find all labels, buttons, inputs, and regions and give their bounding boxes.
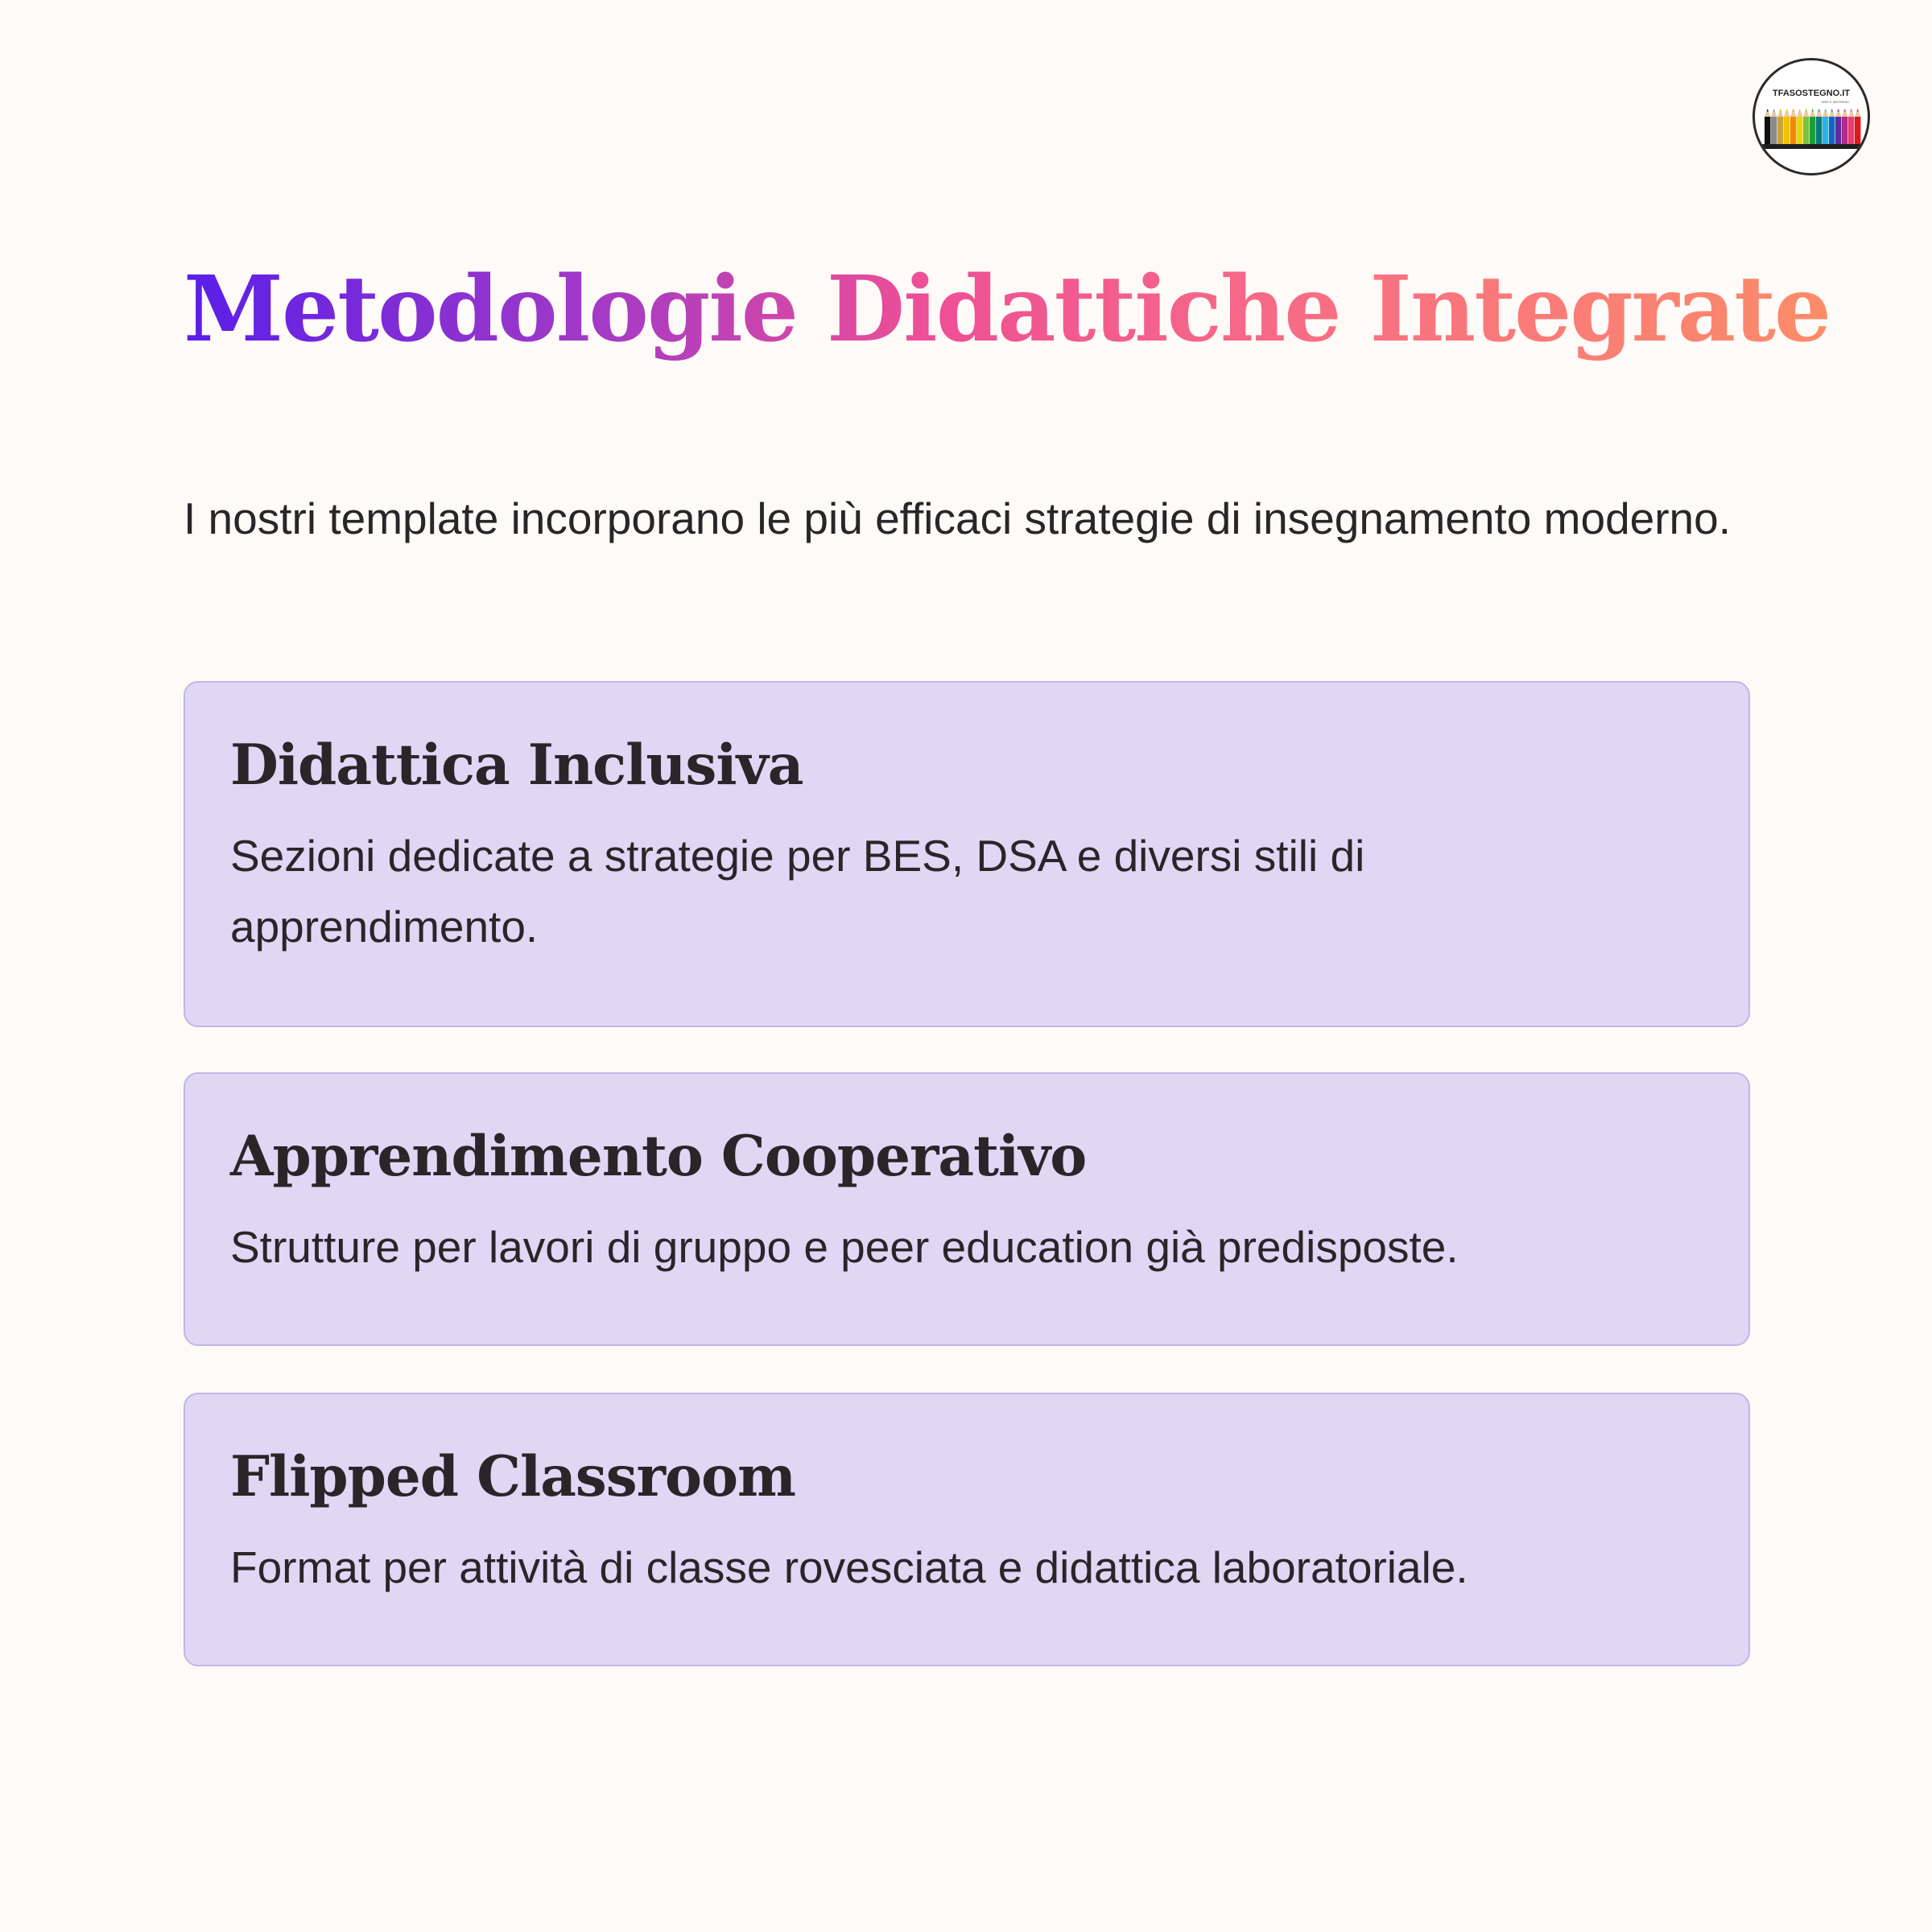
card-title: Didattica Inclusiva [230, 733, 803, 798]
card-didattica-inclusiva [184, 681, 1750, 1027]
card-flipped-classroom [184, 1393, 1750, 1666]
pencil-lead [1818, 109, 1820, 112]
pencil-body [1823, 117, 1828, 146]
brand-logo [1752, 58, 1870, 175]
page-title: Metodologie Didattiche Integrate [184, 256, 1830, 364]
pencil-body [1835, 117, 1841, 146]
pencil-body [1765, 117, 1770, 146]
pencil-body [1771, 117, 1777, 146]
pencil-lead [1838, 109, 1839, 112]
pencil-body [1816, 117, 1822, 146]
pencils-icon [1761, 109, 1861, 149]
card-description: Format per attività di classe rovesciata e didattica laboratoriale. [230, 1542, 1468, 1592]
pencil-body [1842, 117, 1847, 146]
pencil-lead [1857, 109, 1859, 112]
logo-text: TFASOSTEGNO.IT [1773, 89, 1850, 98]
pencil-lead [1844, 109, 1846, 112]
pencil-body [1777, 117, 1783, 146]
pencil-body [1790, 117, 1796, 146]
pencil-lead [1773, 109, 1775, 112]
pencil-body [1855, 117, 1860, 146]
pencil-lead [1780, 109, 1781, 112]
pencil-body [1784, 117, 1790, 146]
pencil-lead [1812, 109, 1814, 112]
pencil-lead [1786, 109, 1788, 112]
pencil-lead [1799, 109, 1801, 112]
pencil-shadow [1761, 144, 1861, 149]
pencil-body [1797, 117, 1802, 146]
pencil-body [1848, 117, 1854, 146]
pencil-body [1803, 117, 1809, 146]
pencil-body [1810, 117, 1815, 146]
card-description: Strutture per lavori di gruppo e peer education già predisposte. [230, 1221, 1459, 1272]
pencil-lead [1806, 109, 1807, 112]
pencil-lead [1851, 109, 1852, 112]
intro-text: I nostri template incorporano le più efficaci strategie di insegnamento moderno. [184, 493, 1732, 543]
pencil-lead [1825, 109, 1827, 112]
pencil-lead [1831, 109, 1833, 112]
card-title: Apprendimento Cooperativo [230, 1124, 1087, 1189]
logo-subtext: IDEE E MATERIALI [1821, 100, 1850, 104]
pencil-lead [1767, 109, 1769, 112]
card-description: Sezioni dedicate a strategie per BES, DSA e diversi stili di apprendimento. [230, 830, 1365, 952]
card-apprendimento-cooperativo [184, 1072, 1750, 1346]
brand-logo-graphic [1755, 60, 1868, 173]
pencil-body [1829, 117, 1835, 146]
pencil-lead [1793, 109, 1794, 112]
card-title: Flipped Classroom [230, 1444, 796, 1509]
